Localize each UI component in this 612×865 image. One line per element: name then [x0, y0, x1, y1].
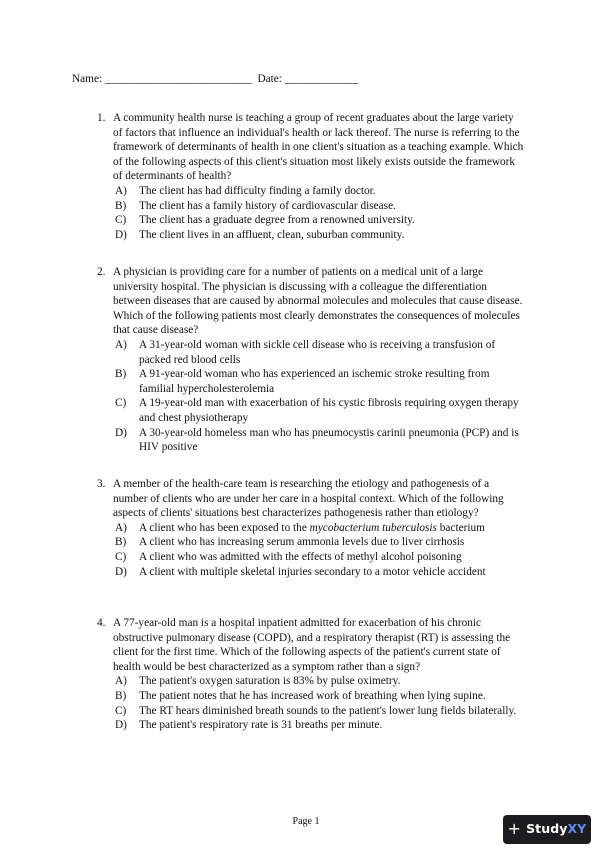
- choice-letter: B): [115, 368, 127, 381]
- date-blank: _____________: [284, 73, 359, 85]
- date-label: Date:: [257, 73, 282, 85]
- question-3: [97, 477, 525, 579]
- question-number: 3.: [97, 478, 106, 490]
- answer-choice: [97, 689, 525, 704]
- question-stem: [97, 111, 525, 184]
- choice-letter: C): [115, 704, 127, 717]
- choice-letter: A): [115, 338, 127, 351]
- answer-choice: [97, 535, 525, 550]
- choice-text: The patient's oxygen saturation is 83% by pulse oximetry.: [139, 675, 401, 688]
- choice-text: The patient's respiratory rate is 31 breaths per minute.: [139, 719, 383, 732]
- answer-choice: [97, 565, 525, 580]
- answer-choice: [97, 338, 525, 367]
- choice-text: The client has had difficulty finding a family doctor.: [139, 184, 376, 197]
- question-text: A member of the health-care team is researching the etiology and pathogenesis of a number of clients who are under her care in a hospital context. Which of the following aspects of clients' situations best characterizes pathogenesis rather than etiology?: [113, 478, 504, 520]
- question-stem: [97, 477, 525, 521]
- choice-text: A 30-year-old homeless man who has pneumocystis carinii pneumonia (PCP) and is HIV positive: [139, 426, 519, 454]
- choice-letter: B): [115, 536, 127, 549]
- choice-letter: D): [115, 426, 127, 439]
- logo-text-main: Study: [526, 821, 568, 837]
- question-stem: [97, 616, 525, 674]
- question-number: 2.: [97, 266, 106, 278]
- answer-choice: [97, 228, 525, 243]
- question-text: A physician is providing care for a number of patients on a medical unit of a large university hospital. The physician is discussing with a colleague the differentiation between diseases that are caused by abnormal molecules and molecules that cause disease. Which of the following patients most clearly demonstrates the consequences of molecules that cause disease?: [113, 266, 523, 337]
- name-label: Name:: [72, 73, 103, 85]
- choice-letter: A): [115, 675, 127, 688]
- choice-letter: D): [115, 228, 127, 241]
- answer-choice: [97, 213, 525, 228]
- question-text: A community health nurse is teaching a group of recent graduates about the large variety of factors that influence an individual's health or lack thereof. The nurse is referring to the framework of determinants of health in one client's situation as a teaching example. Which of the following aspects of this client's situation most likely exists outside the framework of determinants of health?: [113, 112, 524, 183]
- answer-choice: [97, 718, 525, 733]
- choice-text: The client lives in an affluent, clean, suburban community.: [139, 228, 405, 241]
- choice-letter: C): [115, 397, 127, 410]
- plus-icon: +: [507, 819, 522, 839]
- answer-choices: [97, 184, 525, 242]
- question-stem: [97, 265, 525, 338]
- answer-choices: [97, 674, 525, 732]
- answer-choice: [97, 426, 525, 455]
- question-number: 4.: [97, 617, 106, 629]
- answer-choices: [97, 521, 525, 579]
- choice-letter: B): [115, 199, 127, 212]
- answer-choices: [97, 338, 525, 455]
- choice-letter: D): [115, 565, 127, 578]
- choice-text: A client who has increasing serum ammonia levels due to liver cirrhosis: [139, 536, 465, 549]
- answer-choice: [97, 704, 525, 719]
- studyxy-logo: [503, 815, 591, 844]
- question-1: [97, 111, 525, 242]
- choice-letter: A): [115, 521, 127, 534]
- question-text: A 77-year-old man is a hospital inpatient admitted for exacerbation of his chronic obstructive pulmonary disease (COPD), and a respiratory therapist (RT) is assessing the client for the first time. Which of the following aspects of the patient's current state of health would be best characterized as a symptom rather than a sign?: [113, 617, 511, 673]
- question-number: 1.: [97, 112, 106, 124]
- answer-choice: [97, 367, 525, 396]
- choice-text: The client has a graduate degree from a renowned university.: [139, 214, 415, 227]
- name-blank: __________________________: [104, 73, 252, 85]
- logo-text-accent: XY: [567, 821, 587, 837]
- choice-text: A 31-year-old woman with sickle cell disease who is receiving a transfusion of packed red blood cells: [139, 338, 496, 366]
- choice-text: The patient notes that he has increased work of breathing when lying supine.: [139, 689, 486, 702]
- answer-choice: [97, 674, 525, 689]
- page-number: Page 1: [292, 816, 320, 827]
- choice-letter: A): [115, 184, 127, 197]
- choice-letter: B): [115, 689, 127, 702]
- answer-choice: [97, 550, 525, 565]
- choice-text: A client with multiple skeletal injuries secondary to a motor vehicle accident: [139, 565, 486, 578]
- choice-text: A 19-year-old man with exacerbation of his cystic fibrosis requiring oxygen therapy and chest physiotherapy: [139, 397, 519, 424]
- answer-choice: [97, 199, 525, 214]
- choice-text-italic: mycobacterium tuberculosis: [309, 521, 437, 534]
- choice-text: The RT hears diminished breath sounds to the patient's lower lung fields bilaterally.: [139, 704, 517, 717]
- name-date-header: [72, 72, 358, 87]
- question-4: [97, 616, 525, 733]
- answer-choice: [97, 521, 525, 536]
- choice-text-before: A client who has been exposed to the: [139, 521, 310, 534]
- answer-choice: [97, 396, 525, 425]
- choice-text: A client who was admitted with the effects of methyl alcohol poisoning: [139, 550, 462, 563]
- answer-choice: [97, 184, 525, 199]
- choice-text: The client has a family history of cardiovascular disease.: [139, 199, 396, 212]
- choice-text-after: bacterium: [436, 521, 485, 534]
- choice-letter: C): [115, 214, 127, 227]
- choice-text: A 91-year-old woman who has experienced an ischemic stroke resulting from familial hypercholesterolemia: [139, 368, 490, 395]
- choice-letter: C): [115, 550, 127, 563]
- question-2: [97, 265, 525, 455]
- choice-letter: D): [115, 719, 127, 732]
